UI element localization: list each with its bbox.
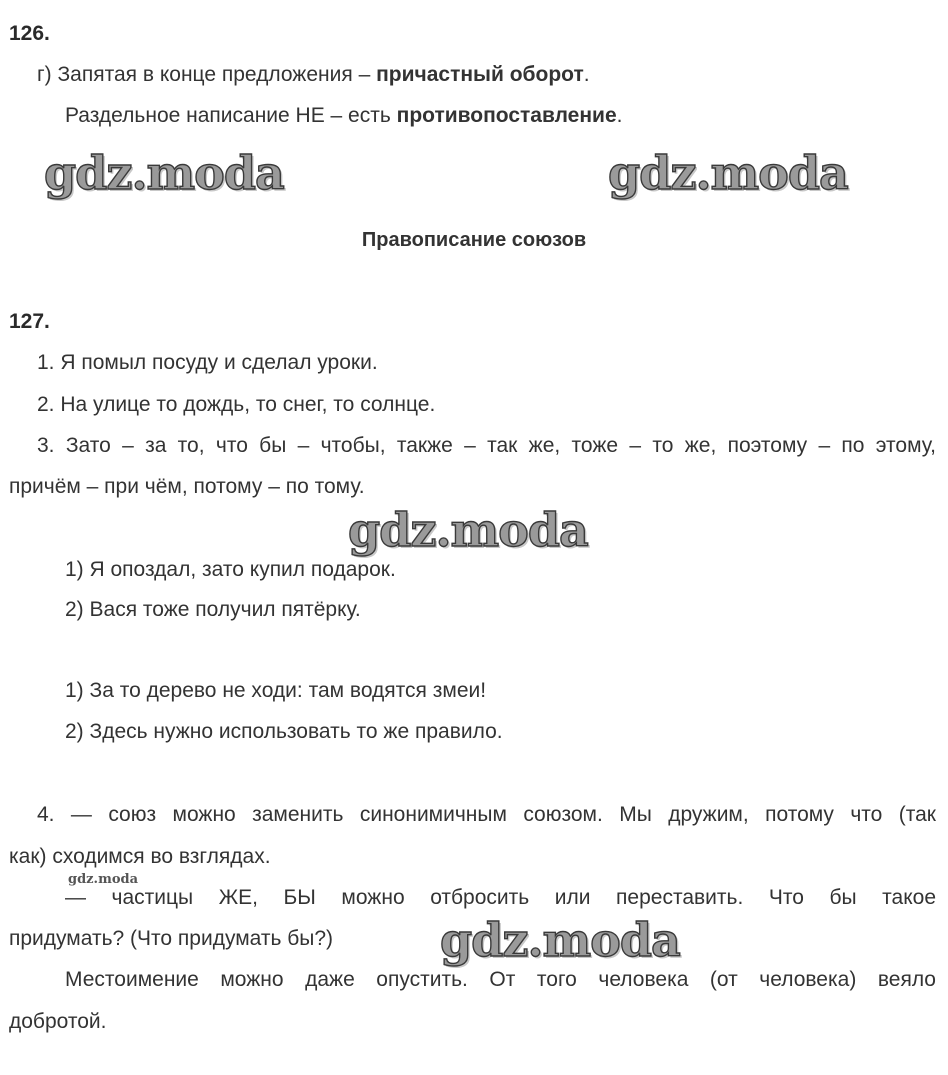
ex126-line-2-end: . xyxy=(616,104,623,127)
ex126-line-1 xyxy=(37,63,590,87)
ex127-item-1: 1. Я помыл посуду и сделал уроки. xyxy=(37,351,378,374)
exercise-number-126: 126. xyxy=(9,22,50,45)
section-heading: Правописание союзов xyxy=(361,229,587,251)
ex127-example-tozhe: 2) Вася тоже получил пятёрку. xyxy=(65,598,361,621)
ex127-item-4-line-1: 4. — союз можно заменить синонимичным союзом. Мы дружим, потому что (так xyxy=(37,803,936,826)
ex127-item-4-line-5: Местоимение можно даже опустить. От того человека (от человека) веяло xyxy=(65,968,936,991)
ex126-term-participial: причастный оборот xyxy=(376,63,584,86)
ex127-example-za-to: 1) За то дерево не ходи: там водятся змеи! xyxy=(65,679,487,702)
ex127-item-4-line-4: придумать? (Что придумать бы?) xyxy=(9,927,334,950)
watermark-logo-3: gdz.moda xyxy=(348,503,588,557)
watermark-logo-small: gdz.moda xyxy=(68,872,139,887)
ex126-line-2-text: Раздельное написание НЕ – есть xyxy=(65,104,397,127)
ex127-example-zato: 1) Я опоздал, зато купил подарок. xyxy=(65,558,396,581)
ex127-item-3-line-1: 3. Зато – за то, что бы – чтобы, также – так же, тоже – то же, поэтому – по этому, xyxy=(37,434,936,457)
exercise-number-127: 127. xyxy=(9,310,50,333)
ex127-example-to-zhe: 2) Здесь нужно использовать то же правило. xyxy=(65,720,503,743)
ex127-item-4-line-2: как) сходимся во взглядах. xyxy=(9,845,271,868)
ex127-item-3-line-2: причём – при чём, потому – по тому. xyxy=(9,475,365,498)
watermark-logo-1: gdz.moda xyxy=(44,146,284,200)
watermark-logo-4: gdz.moda xyxy=(440,913,680,967)
ex126-line-1-end: . xyxy=(583,63,590,86)
watermark-logo-2: gdz.moda xyxy=(608,146,848,200)
ex126-term-contrast: противопоставление xyxy=(396,104,617,127)
ex126-line-1-text: г) Запятая в конце предложения – xyxy=(37,63,377,86)
ex127-item-2: 2. На улице то дождь, то снег, то солнце. xyxy=(37,393,436,416)
ex126-line-2 xyxy=(65,104,622,128)
ex127-item-4-line-6: добротой. xyxy=(9,1010,107,1033)
ex127-item-4-line-3: — частицы ЖЕ, БЫ можно отбросить или переставить. Что бы такое xyxy=(65,886,936,909)
